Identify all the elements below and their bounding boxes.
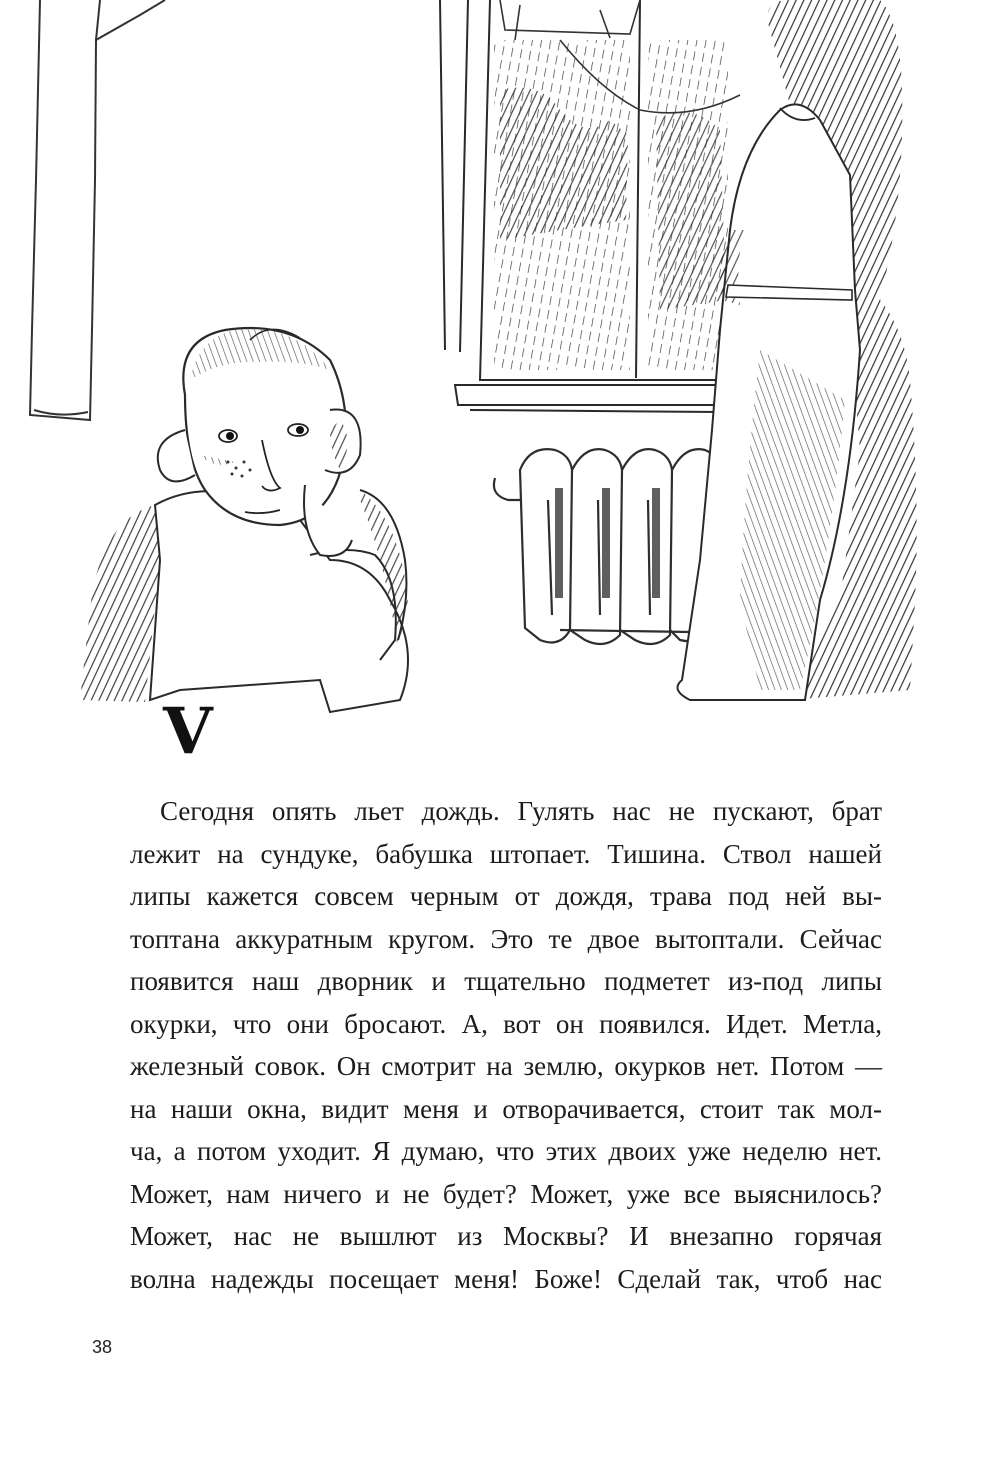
rainy-window-drawing: [440, 0, 740, 412]
pencil-illustration: [0, 0, 1000, 720]
text-line: волна надежды посещает меня! Боже! Сделай так, чтоб нас: [130, 1263, 882, 1294]
text-line: появится наш дворник и тщательно подметет из-под липы: [130, 966, 882, 996]
text-line: ча, а потом уходит. Я думаю, что этих двоих уже неделю нет.: [130, 1136, 882, 1166]
chapter-number: V: [163, 694, 213, 769]
text-line: топтана аккуратным кругом. Это те двое вытоптали. Сейчас: [130, 923, 882, 954]
text-line: на наши окна, видит меня и отворачивается, стоит так мол-: [130, 1093, 882, 1124]
text-line: липы кажется совсем черным от дождя, трава под ней вы-: [130, 881, 882, 911]
text-line: Может, нас не вышлют из Москвы? И внезапно горячая: [130, 1221, 882, 1251]
page-number: 38: [92, 1337, 113, 1357]
text-line: лежит на сундуке, бабушка штопает. Тишина. Ствол нашей: [130, 838, 882, 869]
text-line: окурки, что они бросают. А, вот он появился. Идет. Метла,: [130, 1008, 882, 1039]
boy-figure-drawing: [80, 328, 408, 712]
tree-trunk-drawing: [30, 0, 165, 420]
text-line: железный совок. Он смотрит на землю, окурков нет. Потом —: [130, 1051, 882, 1081]
text-line: Сегодня опять льет дождь. Гулять нас не пускают, брат: [160, 796, 882, 826]
text-line: Может, нам ничего и не будет? Может, уже все выяснилось?: [130, 1178, 882, 1209]
body-paragraph: [130, 790, 882, 1300]
